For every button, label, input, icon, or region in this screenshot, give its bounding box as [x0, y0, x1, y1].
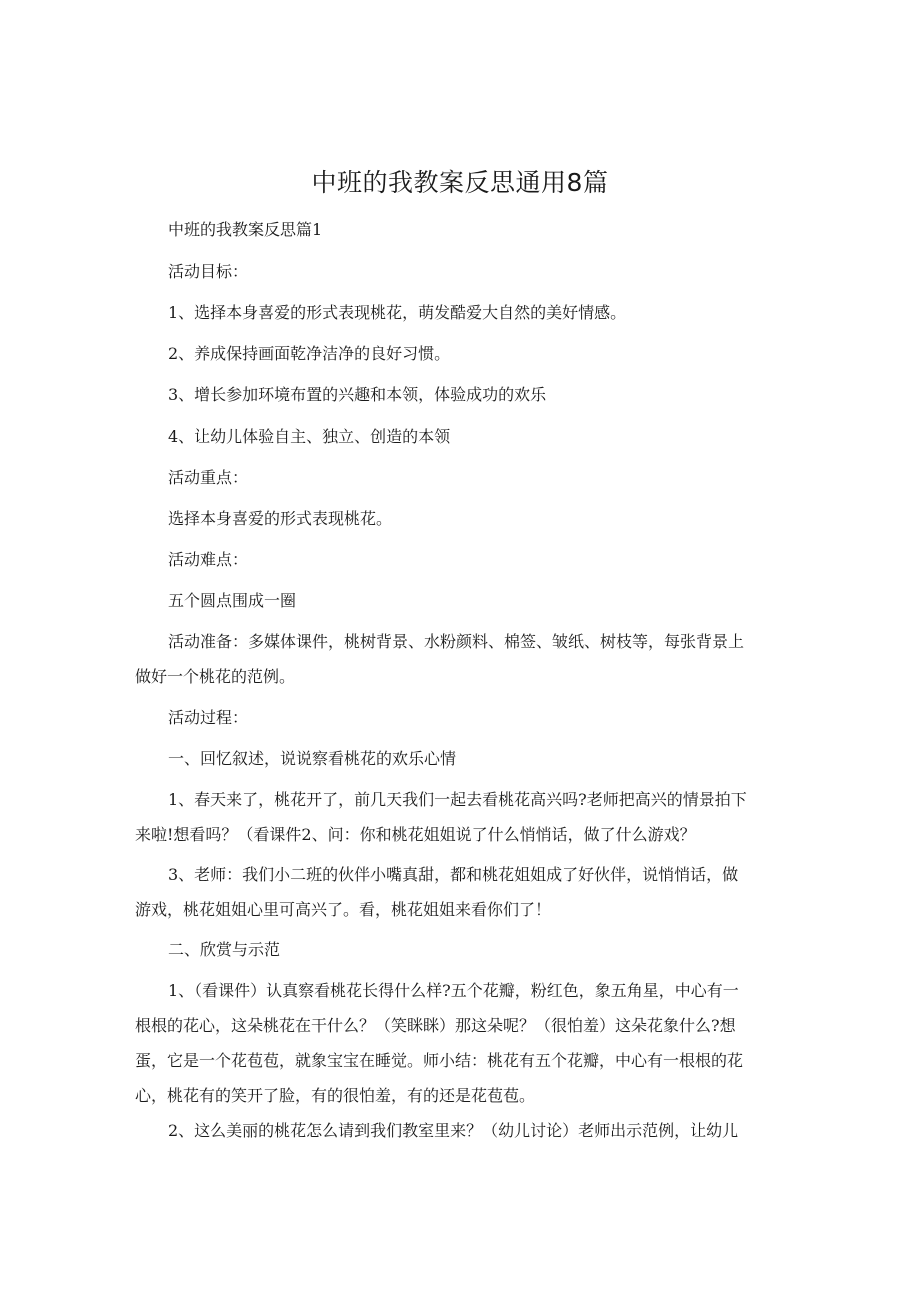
step2-paragraph-line: 2、这么美丽的桃花怎么请到我们教室里来？（幼儿讨论）老师出示范例，让幼儿: [168, 1121, 739, 1140]
step1-paragraph-line: 3、老师：我们小二班的伙伴小嘴真甜，都和桃花姐姐成了好伙伴，说悄悄话，做: [168, 865, 739, 884]
difficulty-label: 活动难点：: [168, 550, 249, 569]
section-heading: 中班的我教案反思篇1: [168, 220, 323, 239]
preparation-line: 做好一个桃花的范例。: [135, 667, 296, 686]
step2-paragraph-line: 蛋，它是一个花苞苞，就象宝宝在睡觉。师小结：桃花有五个花瓣，中心有一根根的花: [135, 1051, 744, 1070]
step1-paragraph-line: 1、春天来了，桃花开了，前几天我们一起去看桃花高兴吗?老师把高兴的情景拍下: [168, 790, 747, 809]
document-title: 中班的我教案反思通用8篇: [311, 168, 609, 197]
goal-item: 3、增长参加环境布置的兴趣和本领，体验成功的欢乐: [168, 385, 547, 404]
key-point-label: 活动重点：: [168, 468, 249, 487]
step2-paragraph-line: 心，桃花有的笑开了脸，有的很怕羞，有的还是花苞苞。: [135, 1086, 536, 1105]
step2-heading: 二、欣赏与示范: [168, 940, 281, 959]
goal-item: 1、选择本身喜爱的形式表现桃花，萌发酷爱大自然的美好情感。: [168, 303, 627, 322]
step2-paragraph-line: 1、（看课件）认真察看桃花长得什么样?五个花瓣，粉红色，象五角星，中心有一: [168, 981, 739, 1000]
step1-paragraph-line: 游戏，桃花姐姐心里可高兴了。看，桃花姐姐来看你们了！: [135, 900, 552, 919]
step1-paragraph-line: 来啦!想看吗？（看课件2、问：你和桃花姐姐说了什么悄悄话，做了什么游戏？: [135, 825, 696, 844]
step2-paragraph-line: 根根的花心，这朵桃花在干什么？（笑眯眯）那这朵呢？（很怕羞）这朵花象什么?想: [135, 1016, 736, 1035]
goal-item: 2、养成保持画面乾净洁净的良好习惯。: [168, 344, 451, 363]
key-point-text: 选择本身喜爱的形式表现桃花。: [168, 509, 393, 528]
preparation-line: 活动准备：多媒体课件，桃树背景、水粉颜料、棉签、皱纸、树枝等，每张背景上: [168, 632, 745, 651]
difficulty-text: 五个圆点围成一圈: [168, 591, 297, 610]
goal-item: 4、让幼儿体验自主、独立、创造的本领: [168, 427, 451, 446]
process-label: 活动过程：: [168, 708, 249, 727]
step1-heading: 一、回忆叙述，说说察看桃花的欢乐心情: [168, 749, 457, 768]
goals-label: 活动目标：: [168, 262, 249, 281]
